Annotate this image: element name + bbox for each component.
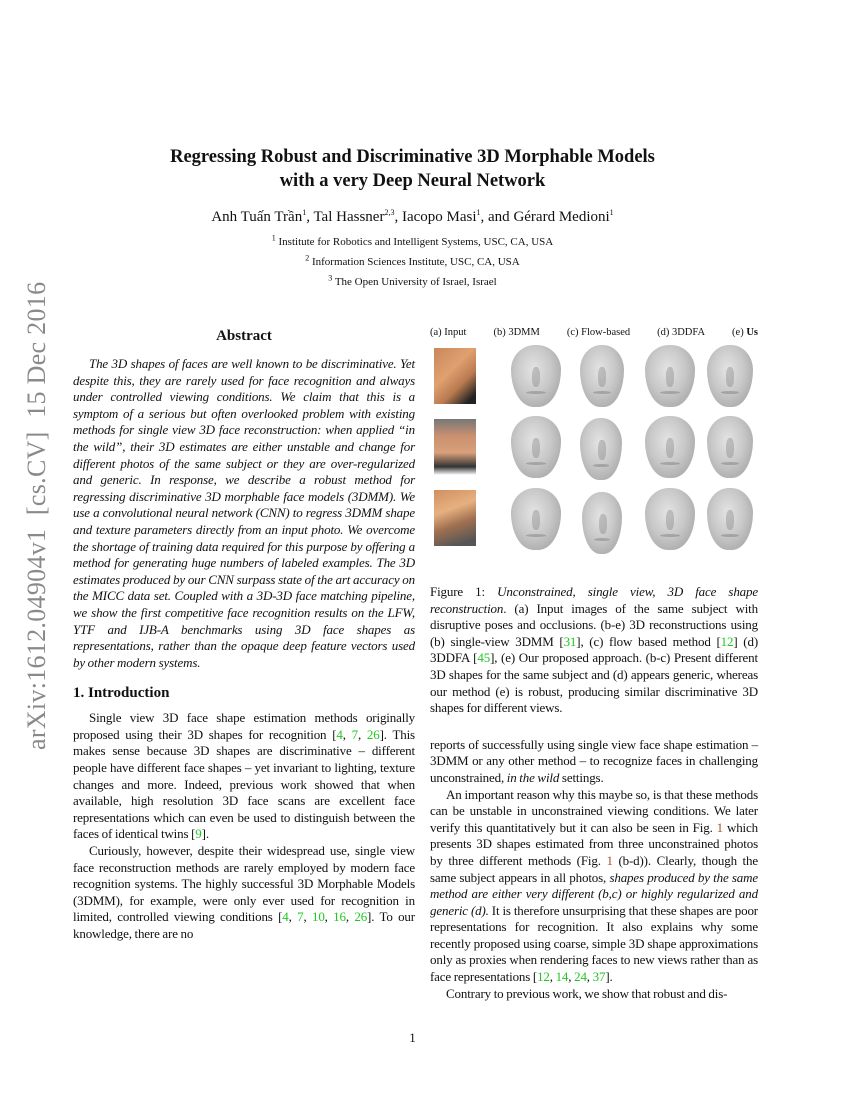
face-3dmm-3 xyxy=(511,488,561,550)
affil-num: 1 xyxy=(271,233,276,243)
figure-label-3ddfa: (d) 3DDFA xyxy=(657,327,706,338)
author: Anh Tuấn Trần xyxy=(211,209,303,225)
text: , xyxy=(568,969,575,985)
author-affil: 1 xyxy=(302,208,307,217)
face-us-1 xyxy=(707,345,753,407)
affiliation xyxy=(0,233,825,248)
affil-text: The Open University of Israel, Israel xyxy=(334,276,497,288)
intro-paragraph-4 xyxy=(430,787,758,986)
face-us-3 xyxy=(707,488,753,550)
citation-link[interactable]: 12 xyxy=(537,969,550,985)
author-list xyxy=(0,209,825,226)
citation-link[interactable]: 10 xyxy=(311,909,325,925)
citation-link[interactable]: 37 xyxy=(592,969,606,985)
text: , xyxy=(549,969,556,985)
text: which presents 3D shapes estimated from three unconstrained photos by three different methods (Fig. xyxy=(430,819,758,868)
text: Curiously, however, despite their widespread use, single view face reconstruction methods are rarely employed by modern face recognition systems. The highly successful 3D Morphable Models (3DMM), for example, were only ever used for recognition in limited, controlled viewing conditions [ xyxy=(73,843,415,925)
text: , xyxy=(345,909,355,925)
figure-labels xyxy=(430,326,758,340)
sep: , xyxy=(306,209,314,225)
figure-ref-link[interactable]: 1 xyxy=(716,819,723,835)
affil-num: 3 xyxy=(328,273,333,283)
author-affil: 1 xyxy=(609,208,614,217)
input-photo-1 xyxy=(434,348,476,404)
face-flow-2 xyxy=(580,418,622,480)
intro-left-column xyxy=(73,710,415,942)
figure-label-us xyxy=(732,326,758,340)
author: Tal Hassner xyxy=(313,209,385,225)
intro-paragraph-5: Contrary to previous work, we show that robust and dis- xyxy=(446,985,728,1001)
text: ] (d) 3DDFA [ xyxy=(430,633,759,666)
caption-label: Figure 1: xyxy=(430,584,498,599)
page-number: 1 xyxy=(409,1030,416,1045)
abstract-heading: Abstract xyxy=(216,328,272,344)
right-column xyxy=(430,326,758,1002)
face-3dmm-2 xyxy=(511,416,561,478)
face-flow-3 xyxy=(582,492,622,554)
label-prefix: (e) xyxy=(732,327,747,338)
text: , xyxy=(358,726,367,742)
intro-paragraph-2 xyxy=(73,843,415,943)
citation-link[interactable]: 4 xyxy=(336,726,343,742)
sep: , and xyxy=(480,209,514,225)
affiliation xyxy=(0,273,825,288)
citation-link[interactable]: 26 xyxy=(354,909,368,925)
intro-paragraph-3 xyxy=(430,737,758,787)
paper-title xyxy=(0,145,825,193)
figure-label-3dmm: (b) 3DMM xyxy=(493,327,540,338)
emphasis: shapes produced by the same method are either very different (b,c) or highly regularized and generic (d). xyxy=(430,869,758,918)
figure-caption xyxy=(430,584,758,717)
citation-link[interactable]: 24 xyxy=(574,969,587,985)
text: , xyxy=(586,969,593,985)
intro-paragraph-1 xyxy=(73,710,415,843)
face-flow-1 xyxy=(580,345,624,407)
caption-title: Unconstrained, single view, 3D face shape reconstruction xyxy=(430,584,758,616)
face-3ddfa-2 xyxy=(645,416,695,478)
author-affil: 1 xyxy=(476,208,481,217)
intro-right-column xyxy=(430,737,758,1003)
citation-link[interactable]: 7 xyxy=(297,909,304,925)
text: , xyxy=(303,909,312,925)
affil-text: Institute for Robotics and Intelligent Systems, USC, CA, USA xyxy=(278,236,554,248)
text: ]. This makes sense because 3D shapes are discriminative – different people have different face shapes – yet invariant to lighting, texture changes and more. Indeed, previous work showed that when available, high resolution 3D face scans are excellent face representations which can even be used to distinguish between the faces of identical twins [ xyxy=(73,726,415,842)
text: , xyxy=(324,909,334,925)
text: It is therefore unsurprising that these shapes are poor representations for recognition. It also explains why some recently proposed using coarse, simple 3D shape approximations only as proxies when rendering faces to new views rather than as face representations [ xyxy=(430,902,758,985)
citation-link[interactable]: 31 xyxy=(563,633,577,649)
text: An important reason why this maybe so, is that these methods can be unstable in unconstrained viewing conditions. We later verify this quantitatively but it can also be seen in Fig. xyxy=(430,786,758,835)
left-column xyxy=(73,326,415,943)
text: ]. To our knowledge, there are no xyxy=(73,909,415,941)
citation-link[interactable]: 4 xyxy=(282,909,289,925)
face-3ddfa-3 xyxy=(645,488,695,550)
citation-link[interactable]: 12 xyxy=(720,633,734,649)
section-heading-introduction: 1. Introduction xyxy=(73,685,170,702)
abstract-text: The 3D shapes of faces are well known to be discriminative. Yet despite this, they are rarely used for face recognition and always under controlled viewing conditions. We claim that this is a symptom of a serious but often overlooked problem with existing methods for single view 3D face reconstruction: when applied “in the wild”, their 3D estimates are either unstable and change for different photos of the same subject or they are over-regularized and generic. In response, we describe a robust method for regressing discriminative 3D morphable face models (3DMM). We use a convolutional neural network (CNN) to regress 3DMM shape and texture parameters directly from an input photo. We overcome the shortage of training data required for this purpose by offering a method for generating huge numbers of labeled examples. The 3D estimates produced by our CNN surpass state of the art accuracy on the MICC data set. Coupled with a 3D-3D face matching pipeline, we show the first competitive face recognition results on the LFW, YTF and IJB-A benchmarks using 3D face shapes as representations, rather than the opaque deep feature vectors used by other modern systems. xyxy=(73,356,415,670)
text: ]. xyxy=(201,826,209,842)
sep: , xyxy=(394,209,402,225)
abstract-body xyxy=(73,356,415,671)
figure-1-image xyxy=(430,344,758,572)
title-line-1: Regressing Robust and Discriminative 3D Morphable Models xyxy=(170,147,655,167)
face-us-2 xyxy=(707,416,753,478)
face-3dmm-1 xyxy=(511,345,561,407)
input-photo-3 xyxy=(434,490,476,546)
author: Gérard Medioni xyxy=(513,209,610,225)
citation-link[interactable]: 9 xyxy=(195,826,202,842)
figure-label-input: (a) Input xyxy=(430,327,467,338)
affil-num: 2 xyxy=(305,253,310,263)
text: , xyxy=(342,726,352,742)
figure-ref-link[interactable]: 1 xyxy=(606,852,613,868)
label-us: Us xyxy=(746,327,758,338)
text: ], (c) flow based method [ xyxy=(576,633,721,649)
text: . (a) Input images of the same subject with disruptive poses and occlusions. (b-e) 3D reconstructions using (b) single-view 3DMM [ xyxy=(430,600,758,649)
citation-link[interactable]: 14 xyxy=(555,969,569,985)
text: , xyxy=(288,909,298,925)
input-photo-2 xyxy=(434,419,476,475)
citation-link[interactable]: 26 xyxy=(366,726,380,742)
figure-label-flow: (c) Flow-based xyxy=(566,327,631,338)
author: Iacopo Masi xyxy=(401,209,477,225)
citation-link[interactable]: 16 xyxy=(333,909,346,925)
citation-link[interactable]: 7 xyxy=(351,726,358,742)
citation-link[interactable]: 45 xyxy=(477,650,491,666)
face-3ddfa-1 xyxy=(645,345,695,407)
text: Single view 3D face shape estimation methods originally proposed using their 3D shapes for recognition [ xyxy=(73,710,415,742)
affiliation xyxy=(0,253,825,268)
text: settings. xyxy=(559,769,604,785)
title-line-2: with a very Deep Neural Network xyxy=(279,171,546,191)
text: reports of successfully using single view face shape estimation – 3DMM or any other method – to recognize faces in challenging unconstrained, xyxy=(430,736,758,785)
author-affil: 2,3 xyxy=(384,208,395,217)
arxiv-identifier: arXiv:1612.04904v1 [cs.CV] 15 Dec 2016 xyxy=(22,281,51,750)
text: ]. xyxy=(605,969,613,985)
text: (b-d)). Clearly, though the same subject appears in all photos, xyxy=(430,852,758,885)
emphasis: in the wild xyxy=(506,769,560,785)
text: ], (e) Our proposed approach. (b-c) Present different 3D shapes for the same subject and (d) appears generic, whereas our method (e) is robust, producing similar discriminative 3D shapes for different views. xyxy=(430,650,758,716)
affil-text: Information Sciences Institute, USC, CA, USA xyxy=(311,256,520,268)
